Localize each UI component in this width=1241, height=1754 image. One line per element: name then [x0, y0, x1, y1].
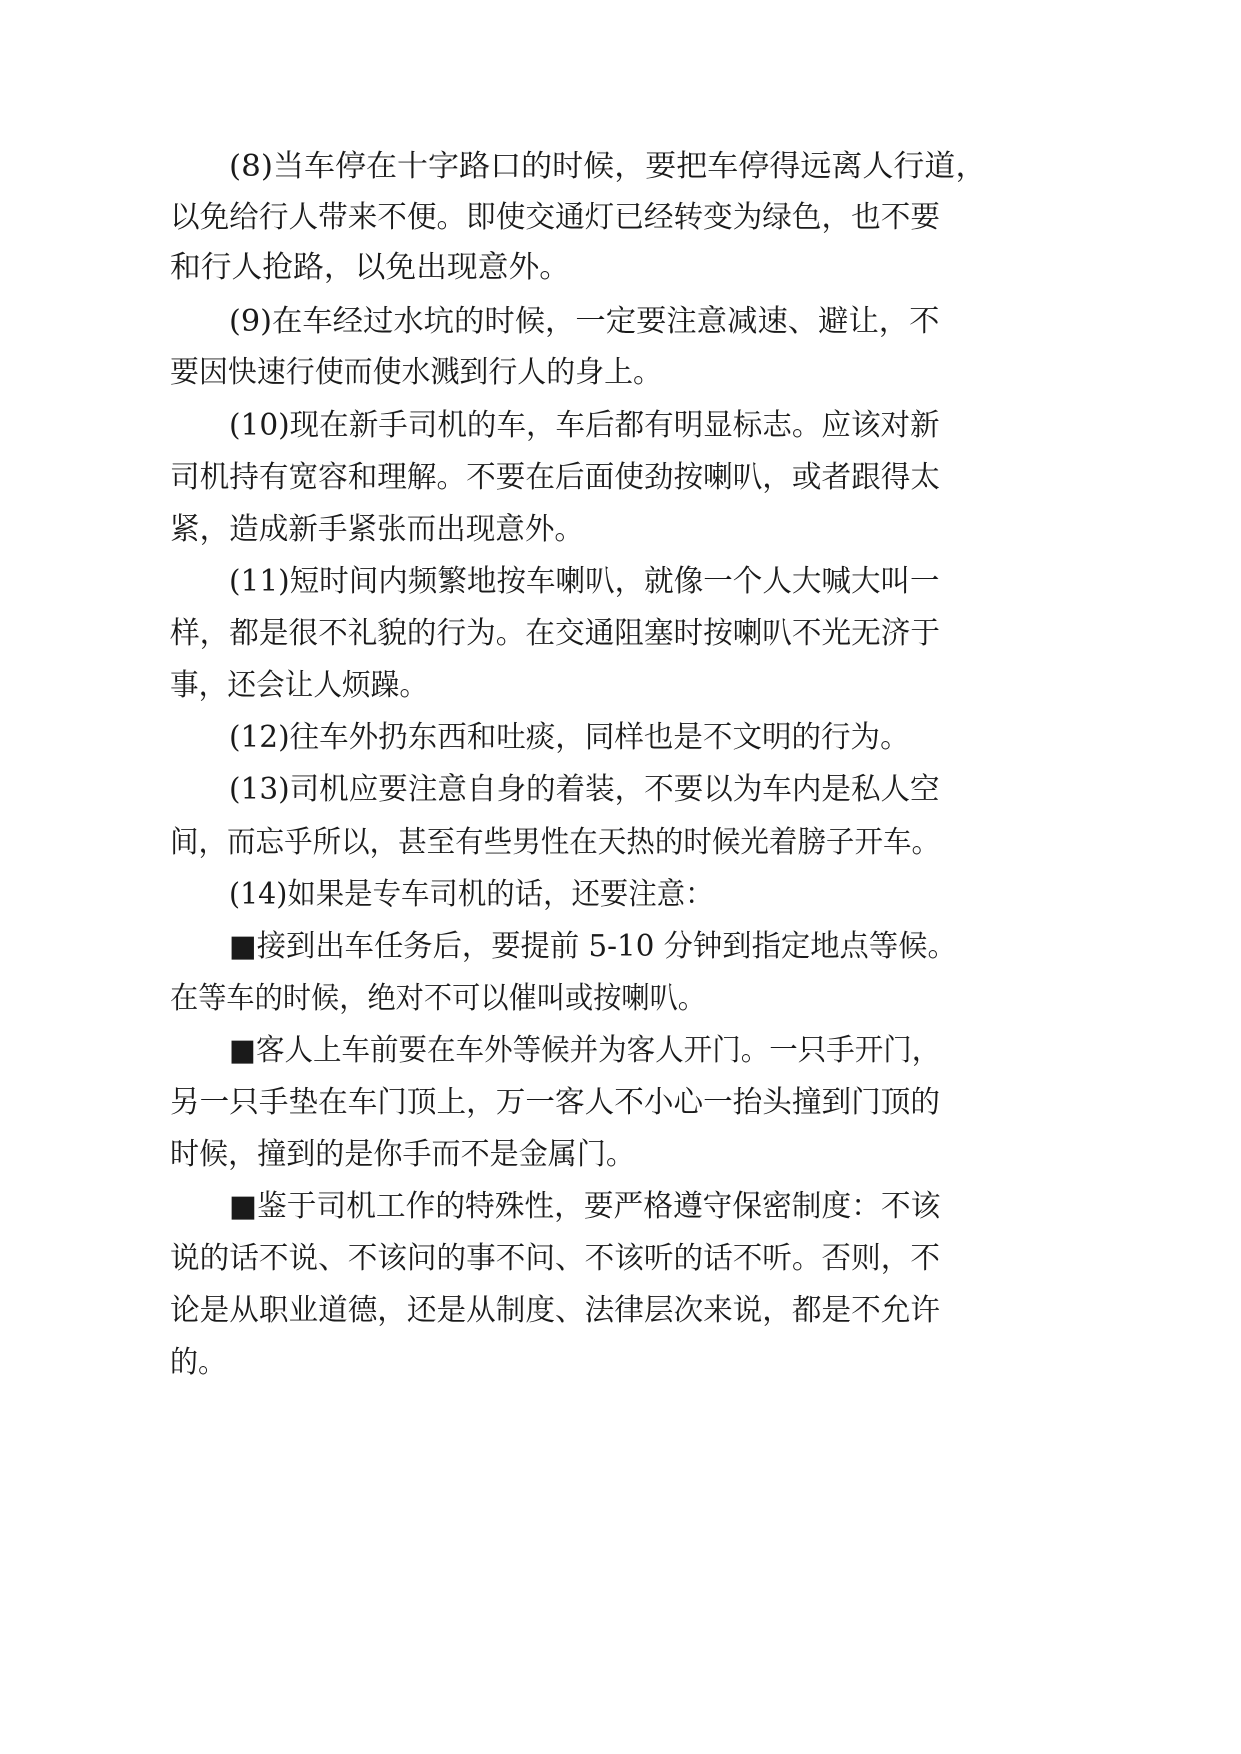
text-line: 和行人抢路，以免出现意外。	[170, 250, 570, 285]
text-line: 紧，造成新手紧张而出现意外。	[170, 512, 584, 547]
text-line: 事，还会让人烦躁。	[170, 668, 428, 703]
text-line: 司机持有宽容和理解。不要在后面使劲按喇叭，或者跟得太	[170, 460, 940, 495]
text-line: ■鉴于司机工作的特殊性，要严格遵守保密制度：不该	[229, 1189, 941, 1224]
text-line: ■接到出车任务后，要提前 5-10 分钟到指定地点等候。	[229, 929, 957, 964]
text-line: ■客人上车前要在车外等候并为客人开门。一只手开门，	[229, 1033, 941, 1068]
text-line: (10)现在新手司机的车，车后都有明显标志。应该对新	[229, 408, 940, 443]
text-line: 在等车的时候，绝对不可以催叫或按喇叭。	[170, 981, 706, 1016]
text-line: (8)当车停在十字路口的时候，要把车停得远离人行道，	[229, 149, 987, 184]
text-line: 论是从职业道德，还是从制度、法律层次来说，都是不允许	[170, 1293, 940, 1328]
text-line: 间，而忘乎所以，甚至有些男性在天热的时候光着膀子开车。	[170, 825, 940, 860]
text-line: 另一只手垫在车门顶上，万一客人不小心一抬头撞到门顶的	[170, 1085, 940, 1120]
text-line: (14)如果是专车司机的话，还要注意：	[229, 877, 714, 912]
text-line: 以免给行人带来不便。即使交通灯已经转变为绿色，也不要	[170, 200, 940, 235]
text-line: 说的话不说、不该问的事不问、不该听的话不听。否则，不	[170, 1241, 940, 1276]
text-line: 的。	[170, 1345, 226, 1380]
text-line: 样，都是很不礼貌的行为。在交通阻塞时按喇叭不光无济于	[170, 616, 940, 651]
text-line: 要因快速行使而使水溅到行人的身上。	[170, 355, 662, 390]
text-line: (9)在车经过水坑的时候，一定要注意减速、避让，不	[229, 304, 940, 339]
text-line: (12)往车外扔东西和吐痰，同样也是不文明的行为。	[229, 720, 910, 755]
text-line: (13)司机应要注意自身的着装，不要以为车内是私人空	[229, 772, 940, 807]
text-line: (11)短时间内频繁地按车喇叭，就像一个人大喊大叫一	[229, 564, 940, 599]
text-line: 时候，撞到的是你手而不是金属门。	[170, 1137, 635, 1172]
